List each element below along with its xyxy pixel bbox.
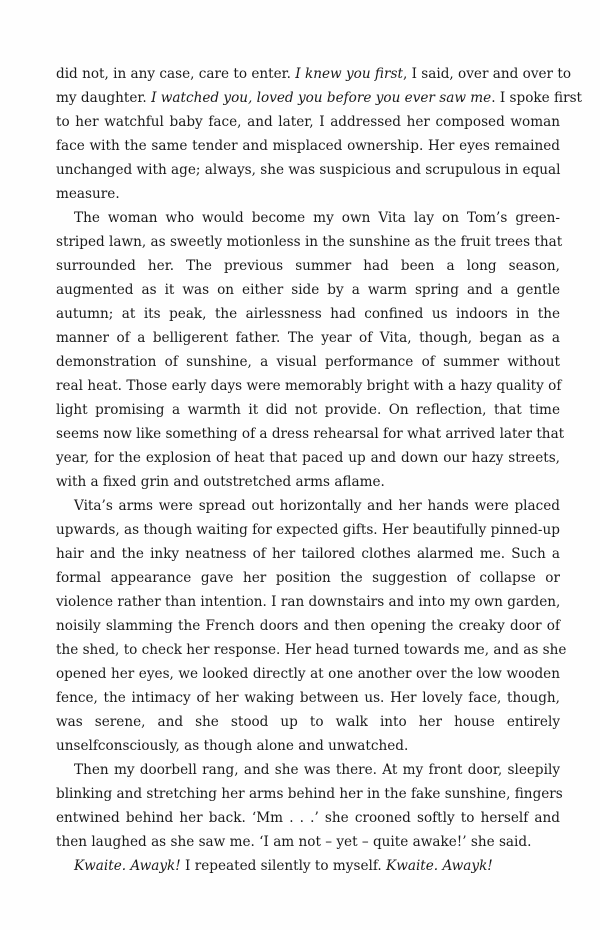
text-line bbox=[56, 710, 560, 734]
text-run: the shed, to check her response. Her head turned towards me, and as she bbox=[56, 642, 567, 658]
text-line bbox=[56, 542, 560, 566]
text-run: fence, the intimacy of her waking between us. Her lovely face, though, bbox=[56, 690, 560, 706]
text-run: demonstration of sunshine, a visual performance of summer without bbox=[56, 354, 560, 370]
text-line bbox=[56, 494, 560, 518]
text-line bbox=[56, 134, 560, 158]
text-run: to her watchful baby face, and later, I addressed her composed woman bbox=[56, 114, 560, 130]
text-line bbox=[56, 758, 560, 782]
text-run: measure. bbox=[56, 186, 120, 202]
text-line bbox=[56, 830, 560, 854]
text-run: real heat. Those early days were memorably bright with a hazy quality of bbox=[56, 378, 562, 394]
text-line bbox=[56, 86, 583, 110]
text-run: formal appearance gave her position the suggestion of collapse or bbox=[56, 570, 560, 586]
text-run: entwined behind her back. ‘Mm . . .’ she crooned softly to herself and bbox=[56, 810, 560, 826]
text-run: . I spoke first bbox=[491, 90, 583, 106]
italic-text-run: I watched you, loved you before you ever saw me bbox=[151, 90, 492, 106]
text-line bbox=[56, 518, 560, 542]
text-run: was serene, and she stood up to walk into her house entirely bbox=[56, 714, 560, 730]
text-line bbox=[56, 110, 560, 134]
text-run: blinking and stretching her arms behind her in the fake sunshine, fingers bbox=[56, 786, 563, 802]
text-run: noisily slamming the French doors and then opening the creaky door of bbox=[56, 618, 560, 634]
paragraph bbox=[56, 494, 567, 758]
text-line bbox=[56, 638, 567, 662]
text-line bbox=[56, 446, 560, 470]
text-run: , I said, over and over to bbox=[402, 66, 572, 82]
text-run: I repeated silently to myself. bbox=[180, 858, 387, 874]
text-line bbox=[56, 470, 560, 494]
text-run: with a fixed grin and outstretched arms aflame. bbox=[56, 474, 385, 490]
text-line bbox=[56, 254, 560, 278]
paragraph bbox=[56, 206, 565, 494]
page-text bbox=[56, 62, 583, 878]
text-run: The woman who would become my own Vita lay on Tom’s green- bbox=[74, 210, 560, 226]
text-line bbox=[56, 398, 560, 422]
text-line bbox=[56, 302, 560, 326]
text-line bbox=[56, 182, 560, 206]
text-line bbox=[56, 854, 560, 878]
text-run: then laughed as she saw me. ‘I am not – yet – quite awake!’ she said. bbox=[56, 834, 532, 850]
text-run: striped lawn, as sweetly motionless in the sunshine as the fruit trees that bbox=[56, 234, 563, 250]
text-line bbox=[56, 566, 560, 590]
paragraph bbox=[56, 758, 563, 854]
text-line bbox=[56, 686, 560, 710]
text-line bbox=[56, 230, 563, 254]
text-run: hair and the inky neatness of her tailored clothes alarmed me. Such a bbox=[56, 546, 560, 562]
text-line bbox=[56, 590, 560, 614]
text-run: surrounded her. The previous summer had been a long season, bbox=[56, 258, 560, 274]
text-line bbox=[56, 614, 560, 638]
text-run: unchanged with age; always, she was suspicious and scrupulous in equal bbox=[56, 162, 561, 178]
text-run: face with the same tender and misplaced ownership. Her eyes remained bbox=[56, 138, 560, 154]
text-line bbox=[56, 782, 563, 806]
text-line bbox=[56, 278, 560, 302]
text-run: unselfconsciously, as though alone and unwatched. bbox=[56, 738, 409, 754]
text-run: Then my doorbell rang, and she was there. At my front door, sleepily bbox=[74, 762, 560, 778]
text-run: my daughter. bbox=[56, 90, 152, 106]
text-line bbox=[56, 326, 560, 350]
text-run: Vita’s arms were spread out horizontally and her hands were placed bbox=[74, 498, 560, 514]
paragraph bbox=[56, 62, 583, 206]
text-run: light promising a warmth it did not provide. On reflection, that time bbox=[56, 402, 560, 418]
italic-text-run: I knew you first bbox=[295, 66, 403, 82]
text-line bbox=[56, 662, 560, 686]
text-line bbox=[56, 206, 560, 230]
italic-text-run: Kwaite. Awayk! bbox=[386, 858, 493, 874]
text-line bbox=[56, 374, 560, 398]
italic-text-run: Kwaite. Awayk! bbox=[74, 858, 181, 874]
text-run: augmented as it was on either side by a warm spring and a gentle bbox=[56, 282, 560, 298]
text-line bbox=[56, 62, 572, 86]
text-run: manner of a belligerent father. The year of Vita, though, began as a bbox=[56, 330, 560, 346]
text-line bbox=[56, 158, 560, 182]
text-run: did not, in any case, care to enter. bbox=[56, 66, 296, 82]
text-run: year, for the explosion of heat that paced up and down our hazy streets, bbox=[56, 450, 560, 466]
text-line bbox=[56, 806, 560, 830]
text-run: upwards, as though waiting for expected gifts. Her beautifully pinned-up bbox=[56, 522, 560, 538]
text-line bbox=[56, 734, 560, 758]
text-run: autumn; at its peak, the airlessness had confined us indoors in the bbox=[56, 306, 560, 322]
text-run: opened her eyes, we looked directly at one another over the low wooden bbox=[56, 666, 560, 682]
text-line bbox=[56, 350, 560, 374]
text-run: violence rather than intention. I ran downstairs and into my own garden, bbox=[56, 594, 561, 610]
paragraph bbox=[56, 854, 560, 878]
text-line bbox=[56, 422, 565, 446]
text-run: seems now like something of a dress rehearsal for what arrived later that bbox=[56, 426, 565, 442]
